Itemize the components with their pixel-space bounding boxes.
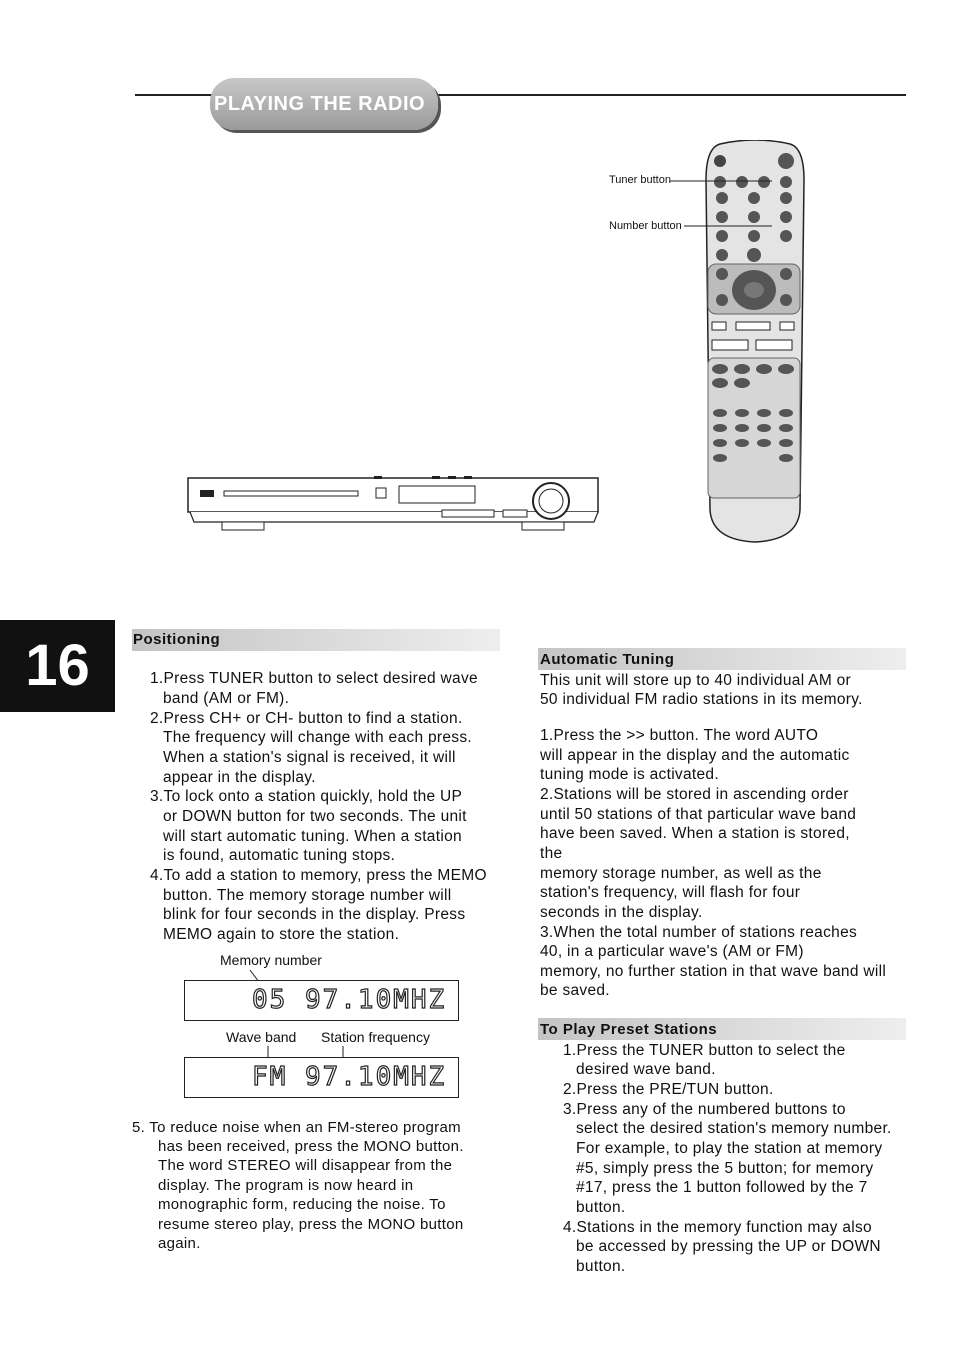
text-line: is found, automatic tuning stops.	[163, 847, 396, 864]
text-line: until 50 stations of that particular wave band	[540, 806, 857, 823]
automatic-tuning-heading: Automatic Tuning	[540, 651, 675, 668]
text-line: will start automatic tuning. When a station	[163, 828, 462, 845]
text-line: 1.Press the TUNER button to select the	[563, 1042, 846, 1059]
text-line: 40, in a particular wave's (AM or FM)	[540, 943, 804, 960]
text-line: the	[540, 845, 563, 862]
text-line: 4.To add a station to memory, press the MEMO	[150, 867, 487, 884]
text-line: #17, press the 1 button followed by the 7	[576, 1179, 868, 1196]
text-line: 4.Stations in the memory function may also	[563, 1219, 872, 1236]
display-readout-1: 05 97.10MHZ	[252, 985, 447, 1015]
text-line: appear in the display.	[163, 769, 316, 786]
text-line: 3.When the total number of stations reaches	[540, 924, 858, 941]
text-line: 5. To reduce noise when an FM-stereo program	[132, 1119, 461, 1136]
text-line: resume stereo play, press the MONO button	[158, 1216, 464, 1233]
text-line: When a station's signal is received, it will	[163, 749, 456, 766]
text-line: again.	[158, 1235, 201, 1252]
text-line: button.	[576, 1258, 626, 1275]
text-line: 2.Stations will be stored in ascending order	[540, 786, 849, 803]
text-line: be accessed by pressing the UP or DOWN	[576, 1238, 881, 1255]
text-line: 50 individual FM radio stations in its memory.	[540, 691, 863, 708]
text-line: monographic form, reducing the noise. To	[158, 1196, 446, 1213]
text-line: will appear in the display and the automatic	[540, 747, 850, 764]
callout-lines	[668, 176, 778, 232]
text-line: button.	[576, 1199, 626, 1216]
display-readout-2: FM 97.10MHZ	[252, 1062, 447, 1092]
tuner-button-callout: Tuner button	[609, 174, 671, 186]
text-line: The word STEREO will disappear from the	[158, 1157, 453, 1174]
text-line: For example, to play the station at memory	[576, 1140, 883, 1157]
positioning-heading: Positioning	[133, 631, 221, 648]
text-line: be saved.	[540, 982, 610, 999]
text-line: memory storage number, as well as the	[540, 865, 822, 882]
text-line: 3.Press any of the numbered buttons to	[563, 1101, 846, 1118]
preset-heading: To Play Preset Stations	[540, 1021, 718, 1038]
text-line: station's frequency, will flash for four	[540, 884, 801, 901]
text-line: 1.Press TUNER button to select desired wave	[150, 670, 478, 687]
text-line: tuning mode is activated.	[540, 766, 719, 783]
text-line: memory, no further station in that wave band will	[540, 963, 887, 980]
text-line: has been received, press the MONO button.	[158, 1138, 464, 1155]
wave-band-label: Wave band	[226, 1029, 297, 1045]
dvd-player-illustration	[186, 474, 602, 534]
number-button-callout: Number button	[609, 220, 682, 232]
text-line: display. The program is now heard in	[158, 1177, 414, 1194]
text-line: 2.Press CH+ or CH- button to find a station.	[150, 710, 463, 727]
text-line: select the desired station's memory number.	[576, 1120, 892, 1137]
text-line: 1.Press the >> button. The word AUTO	[540, 727, 819, 744]
text-line: have been saved. When a station is stored,	[540, 825, 850, 842]
text-line: or DOWN button for two seconds. The unit	[163, 808, 467, 825]
text-line: This unit will store up to 40 individual AM or	[540, 672, 852, 689]
text-line: button. The memory storage number will	[163, 887, 452, 904]
text-line: band (AM or FM).	[163, 690, 290, 707]
text-line: 2.Press the PRE/TUN button.	[563, 1081, 774, 1098]
page-number: 16	[25, 633, 90, 698]
page-title: PLAYING THE RADIO	[214, 93, 426, 115]
text-line: blink for four seconds in the display. Press	[163, 906, 466, 923]
text-line: 3.To lock onto a station quickly, hold the UP	[150, 788, 463, 805]
memory-number-label: Memory number	[220, 952, 322, 968]
text-line: #5, simply press the 5 button; for memory	[576, 1160, 874, 1177]
text-line: The frequency will change with each press.	[163, 729, 472, 746]
text-line: seconds in the display.	[540, 904, 703, 921]
text-line: desired wave band.	[576, 1061, 716, 1078]
text-line: MEMO again to store the station.	[163, 926, 400, 943]
station-frequency-label: Station frequency	[321, 1029, 430, 1045]
